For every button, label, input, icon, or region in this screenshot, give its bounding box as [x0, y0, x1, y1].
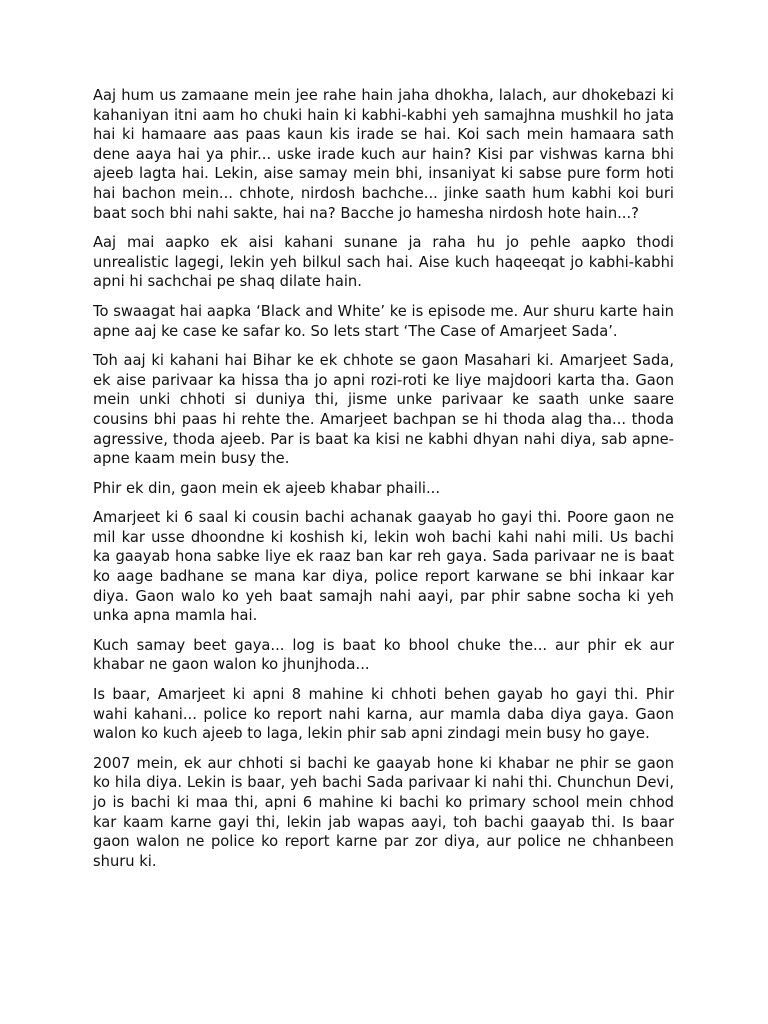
- paragraph-village-background: Toh aaj ki kahani hai Bihar ke ek chhote se gaon Masahari ki. Amarjeet Sada, ek aise parivaar ka hissa tha jo apni rozi-roti ke liye majdoori karta tha. Gaon mein unki chhoti si duniya thi, jisme unke parivaar ke saath unke saare cousins bhi paas hi rehte the. Amarjeet bachpan se hi thoda alag tha... thoda agressive, thoda ajeeb. Par is baat ka kisi ne kabhi dhyan nahi diya, sab apne-apne kaam mein busy the.: [93, 352, 674, 468]
- paragraph-time-passes: Kuch samay beet gaya... log is baat ko bhool chuke the... aur phir ek aur khabar ne gaon walon ko jhunjhoda...: [93, 636, 674, 674]
- paragraph-second-disappearance: Is baar, Amarjeet ki apni 8 mahine ki chhoti behen gayab ho gayi thi. Phir wahi kahani... police ko report nahi karna, aur mamla daba diya gaya. Gaon walon ko kuch ajeeb to laga, lekin phir sab apni zindagi mein busy ho gaye.: [93, 686, 674, 743]
- paragraph-intro: Aaj hum us zamaane mein jee rahe hain jaha dhokha, lalach, aur dhokebazi ki kahaniyan itni aam ho chuki hain ki kabhi-kabhi yeh samajhna mushkil ho jata hai ki hamaare aas paas kaun kis irade se hai. Koi sach mein hamaara sath dene aaya hai ya phir... uske irade kuch aur hain? Kisi par vishwas karna bhi ajeeb lagta hai. Lekin, aise samay mein bhi, insaniyat ki sabse pure form hoti hai bachon mein... chhote, nirdosh bachche... jinke saath hum kabhi koi buri baat soch bhi nahi sakte, hai na? Bacche jo hamesha nirdosh hote hain...?: [93, 87, 674, 222]
- paragraph-story-intro: Aaj mai aapko ek aisi kahani sunane ja raha hu jo pehle aapko thodi unrealistic lagegi, lekin yeh bilkul sach hai. Aise kuch haqeeqat jo kabhi-kabhi apni hi sachchai pe shaq dilate hain.: [93, 234, 674, 291]
- paragraph-2007-disappearance: 2007 mein, ek aur chhoti si bachi ke gaayab hone ki khabar ne phir se gaon ko hila diya. Lekin is baar, yeh bachi Sada parivaar ki nahi thi. Chunchun Devi, jo is bachi ki maa thi, apni 6 mahine ki bachi ko primary school mein chhod kar kaam karne gayi thi, lekin jab wapas aayi, toh bachi gaayab thi. Is baar gaon walon ne police ko report karne par zor diya, aur police ne chhanbeen shuru ki.: [93, 754, 674, 870]
- document-body: [93, 86, 674, 881]
- paragraph-episode-welcome: To swaagat hai aapka ‘Black and White’ ke is episode me. Aur shuru karte hain apne aaj ke case ke safar ko. So lets start ‘The Case of Amarjeet Sada’.: [93, 302, 674, 340]
- paragraph-strange-news: Phir ek din, gaon mein ek ajeeb khabar phaili...: [93, 479, 440, 497]
- paragraph-first-disappearance: Amarjeet ki 6 saal ki cousin bachi achanak gaayab ho gayi thi. Poore gaon ne mil kar usse dhoondne ki koshish ki, lekin woh bachi kahi nahi mili. Us bachi ka gaayab hona sabke liye ek raaz ban kar reh gaya. Sada parivaar ne is baat ko aage badhane se mana kar diya, police report karwane se bhi inkaar kar diya. Gaon walo ko yeh baat samajh nahi aayi, par phir sabne socha ki yeh unka apna mamla hai.: [93, 509, 674, 625]
